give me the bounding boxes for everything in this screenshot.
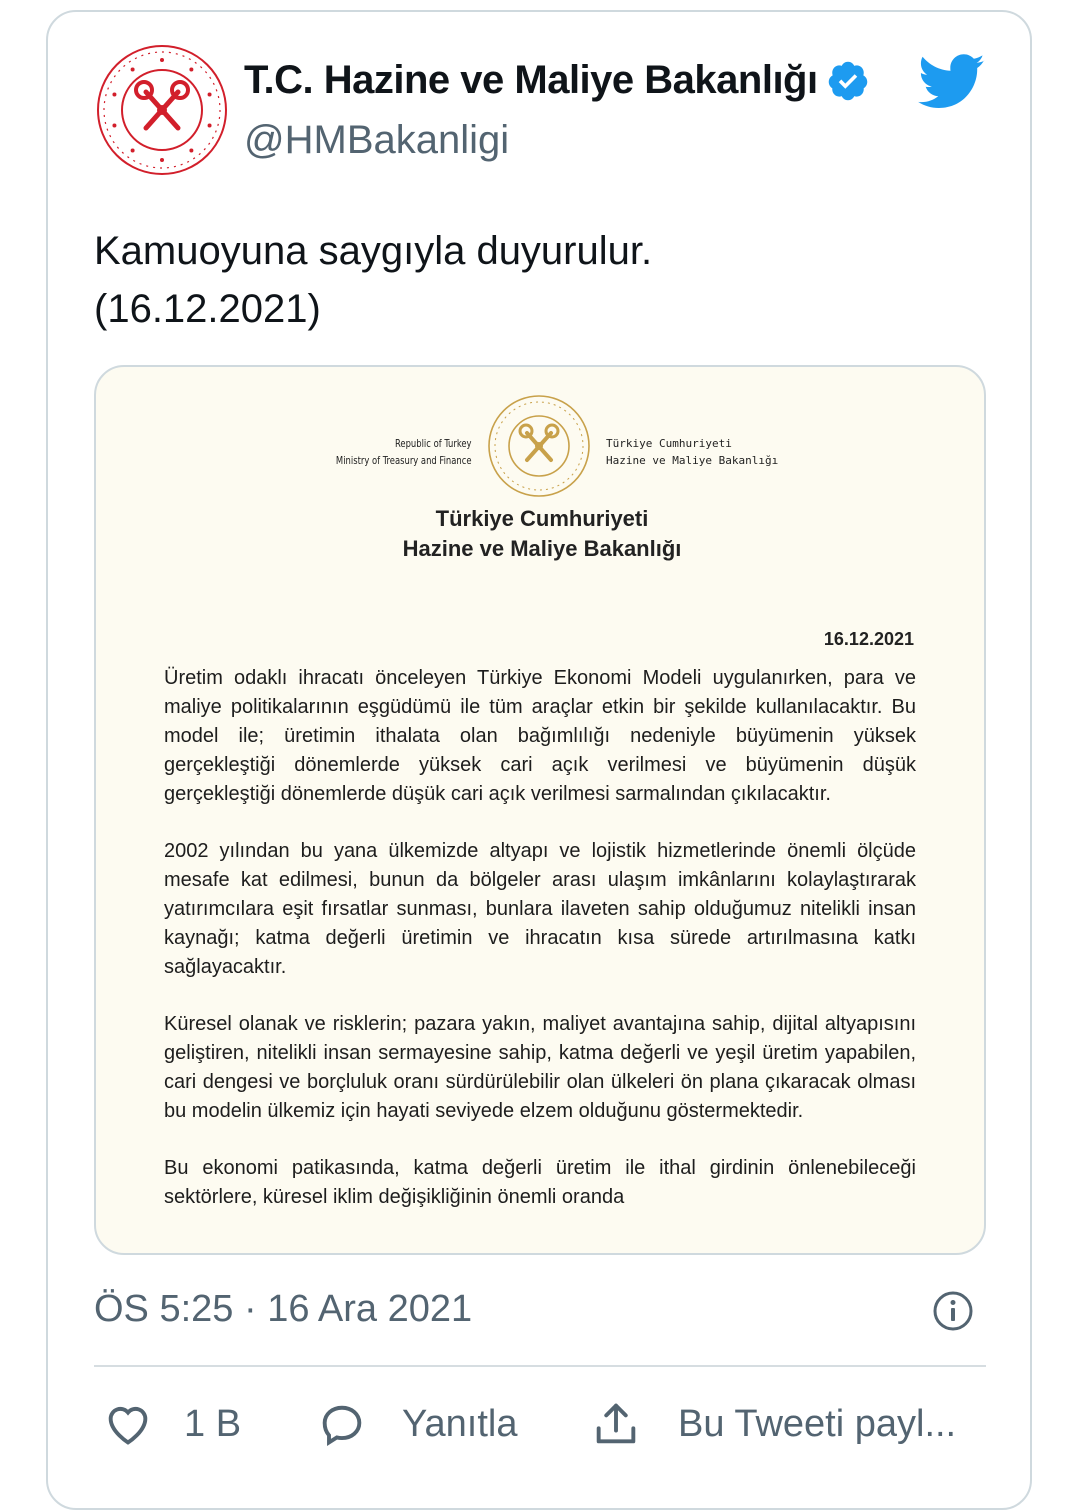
seal-star xyxy=(189,148,193,152)
seal-star xyxy=(112,93,116,97)
document-paragraph: Küresel olanak ve risklerin; pazara yakın, maliyet avantajına sahip, dijital altyapısını geliştiren, nitelikli insan sermayesine sahip, katma değerli ve yeşil üretim yapabilen, cari dengesi ve borçluluk oranı sürdürülebilir olan ülkeleri ön plana çıkaracak olması bu modelin ülkemiz için hayati seviyede elzem olduğunu göstermektedir. xyxy=(164,1013,916,1122)
seal-star xyxy=(208,93,212,97)
document-title-line2: Hazine ve Maliye Bakanlığı xyxy=(402,536,682,561)
document-letterhead xyxy=(96,379,986,489)
account-name-row[interactable] xyxy=(244,58,870,103)
letterhead-turkish-line2: Hazine ve Maliye Bakanlığı xyxy=(606,454,779,467)
tweet-actions-bar xyxy=(94,1398,986,1454)
document-body xyxy=(164,664,916,1240)
letterhead-english-line1: Republic of Turkey xyxy=(395,437,472,450)
tweet-text-line1: Kamuoyuna saygıyla duyurulur. xyxy=(94,229,653,273)
seal-star xyxy=(160,58,164,62)
account-name[interactable]: T.C. Hazine ve Maliye Bakanlığı xyxy=(244,58,818,102)
seal-star xyxy=(160,158,164,162)
reply-label: Yanıtla xyxy=(402,1402,518,1445)
document-date: 16.12.2021 xyxy=(823,629,914,649)
divider xyxy=(94,1365,986,1367)
account-handle[interactable]: @HMBakanligi xyxy=(244,118,510,162)
seal-star xyxy=(208,123,212,127)
share-upload-icon xyxy=(590,1398,642,1450)
document-paragraph: Üretim odaklı ihracatı önceleyen Türkiye Ekonomi Modeli uygulanırken, para ve maliye politikalarının eşgüdümü ile tüm araçlar etkin bir şekilde kullanılacaktır. Bu model ile; üretimin ithalata olan bağımlılığı nedeniyle büyümenin yüksek gerçekleştiği dönemlerde yüksek cari açık verilmesi ve büyümenin düşük gerçekleştiği dönemlerde düşük cari açık verilmesi sarmalından çıkılacaktır. xyxy=(164,667,916,805)
tweet-image-document[interactable] xyxy=(94,365,986,1255)
tweet-timestamp[interactable]: ÖS 5:25 · 16 Ara 2021 xyxy=(94,1288,473,1330)
share-button[interactable] xyxy=(590,1398,956,1450)
letterhead-english-line2: Ministry of Treasury and Finance xyxy=(336,454,472,467)
letterhead-turkish xyxy=(606,435,778,469)
ministry-seal-avatar[interactable] xyxy=(92,40,232,180)
document-paragraph: 2002 yılından bu yana ülkemizde altyapı ve lojistik hizmetlerinde önemli ölçüde mesafe kat edilmesi, bunun da bölgeler arası ulaşım imkânlarını kolaylaştırarak yatırımcılara eşit fırsatlar sunması, bunlara ilaveten sahip olduğumuz nitelikli insan kaynağı; katma değerli üretimin ve ihracatın kısa sürede artırılmasına katkı sağlayacaktır. xyxy=(164,840,916,978)
seal-star xyxy=(131,148,135,152)
like-count: 1 B xyxy=(184,1402,242,1445)
document-paragraph: Bu ekonomi patikasında, katma değerli üretim ile ithal girdinin önlenebileceği sektörlere, küresel iklim değişikliğinin önemli oranda xyxy=(164,1157,916,1208)
twitter-logo-icon xyxy=(918,54,986,110)
reply-button[interactable] xyxy=(316,1398,517,1450)
seal-star xyxy=(112,123,116,127)
share-label: Bu Tweeti payl... xyxy=(678,1402,957,1445)
comment-bubble-icon xyxy=(316,1398,368,1450)
like-button[interactable] xyxy=(102,1398,241,1450)
ministry-seal-document xyxy=(486,393,592,499)
heart-icon xyxy=(102,1398,154,1450)
verified-badge-icon xyxy=(826,59,870,103)
tweet-text-line2: (16.12.2021) xyxy=(94,287,321,331)
letterhead-turkish-line1: Türkiye Cumhuriyeti xyxy=(606,437,732,450)
document-title-line1: Türkiye Cumhuriyeti xyxy=(435,506,649,531)
document-title xyxy=(96,504,986,564)
seal-star xyxy=(189,68,193,72)
letterhead-english xyxy=(336,435,472,469)
tweet-text xyxy=(94,222,652,338)
info-icon[interactable] xyxy=(932,1290,974,1332)
seal-star xyxy=(131,68,135,72)
